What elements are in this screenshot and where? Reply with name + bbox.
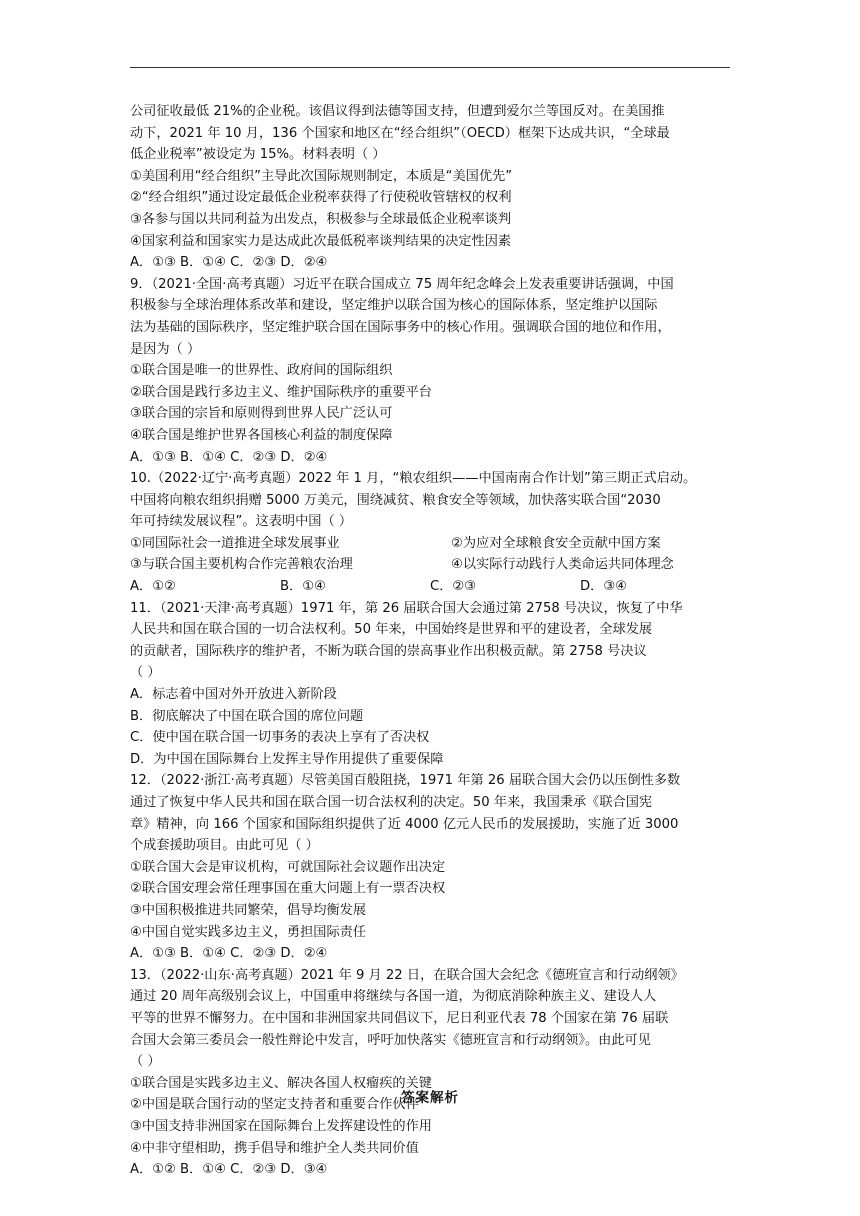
q12-stem: 12．（2022·浙江·高考真题）尽管美国百般阻挠，1971 年第 26 届联合国大会仍以压倒性多数	[130, 773, 681, 789]
q11-option-b: B．彻底解决了中国在联合国的席位问题	[130, 708, 364, 724]
q10-option-d: D．③④	[580, 579, 627, 595]
q13-statement: ④中非守望相助，携手倡导和维护全人类共同价值	[130, 1140, 419, 1156]
q12-statement: ①联合国大会是审议机构，可就国际社会议题作出决定	[130, 859, 446, 875]
q10-option-c: C．②③	[430, 579, 477, 595]
q11-option-c: C．使中国在联合国一切事务的表决上享有了否决权	[130, 730, 430, 746]
q9-statement: ①联合国是唯一的世界性、政府间的国际组织	[130, 363, 393, 379]
q10-stem: 10.（2022·辽宁·高考真题）2022 年 1 月，“粮农组织——中国南南合作计划”第三期正式启动。	[130, 471, 697, 487]
answer-heading: 答案解析	[401, 1090, 459, 1106]
q8-options: A．①③ B．①④ C．②③ D．②④	[130, 255, 328, 271]
q10-statement: ③与联合国主要机构合作完善粮农治理	[130, 557, 353, 573]
q11-stem: 人民共和国在联合国的一切合法权利。50 年来，中国始终是世界和平的建设者，全球发展	[130, 622, 653, 638]
q8-line: 公司征收最低 21%的企业税。该倡议得到法德等国支持，但遭到爱尔兰等国反对。在美国推	[130, 104, 665, 119]
q13-stem: 通过 20 周年高级别会议上，中国重申将继续与各国一道，为彻底消除种族主义、建设人人	[130, 989, 657, 1005]
q9-statement: ②联合国是践行多边主义、维护国际秩序的重要平台	[130, 384, 432, 400]
q8-statement: ④国家利益和国家实力是达成此次最低税率谈判结果的决定性因素	[130, 233, 512, 249]
q13-stem: 合国大会第三委员会一般性辩论中发言，呼吁加快落实《德班宣言和行动纲领》。由此可见	[130, 1032, 651, 1048]
q10-stem: 年可持续发展议程”。这表明中国（ ）	[130, 514, 353, 530]
q13-stem: （ ）	[130, 1054, 161, 1070]
q10-option-a: A．①②	[130, 579, 176, 595]
q12-statement: ④中国自觉实践多边主义，勇担国际责任	[130, 924, 367, 940]
q10-statement-row	[130, 533, 732, 555]
q12-options: A．①③ B．①④ C．②③ D．②④	[130, 946, 328, 962]
q8-statement: ②“经合组织”通过设定最低企业税率获得了行使税收管辖权的权利	[130, 190, 512, 206]
q11-stem: 11．（2021·天津·高考真题）1971 年，第 26 届联合国大会通过第 2758 号决议，恢复了中华	[130, 600, 683, 616]
q8-line: 低企业税率”被设定为 15%。材料表明（ ）	[130, 147, 386, 163]
q9-statement: ③联合国的宗旨和原则得到世界人民广泛认可	[130, 406, 393, 422]
q10-options	[130, 576, 732, 598]
q12-stem: 通过了恢复中华人民共和国在联合国一切合法权利的决定。50 年来，我国秉承《联合国宪	[130, 795, 653, 810]
q8-statement: ①美国利用“经合组织”主导此次国际规则制定，本质是“美国优先”	[130, 168, 513, 184]
q11-stem: 的贡献者，国际秩序的维护者，不断为联合国的崇高事业作出积极贡献。第 2758 号决议	[130, 643, 647, 659]
q8-statement: ③各参与国以共同利益为出发点，积极参与全球最低企业税率谈判	[130, 211, 512, 227]
q12-statement: ③中国积极推进共同繁荣，倡导均衡发展	[130, 902, 367, 918]
q12-stem: 个成套援助项目。由此可见（ ）	[130, 838, 319, 854]
q9-stem: 积极参与全球治理体系改革和建设，坚定维护以联合国为核心的国际体系，坚定维护以国际	[130, 298, 658, 314]
q13-stem: 平等的世界不懈努力。在中国和非洲国家共同倡议下，尼日利亚代表 78 个国家在第 76 届联	[130, 1010, 669, 1026]
q9-stem: 是因为（ ）	[130, 341, 201, 357]
q8-line: 动下，2021 年 10 月，136 个国家和地区在“经合组织”（OECD）框架下达成共识，“全球最	[130, 125, 670, 141]
q9-options: A．①③ B．①④ C．②③ D．②④	[130, 449, 328, 465]
q13-options: A．①② B．①④ C．②③ D．③④	[130, 1162, 328, 1178]
q13-stem: 13．（2022·山东·高考真题）2021 年 9 月 22 日，在联合国大会纪念《德班宣言和行动纲领》	[130, 967, 684, 983]
q10-stem: 中国将向粮农组织捐赠 5000 万美元，围绕减贫、粮食安全等领域，加快落实联合国“2030	[130, 492, 661, 508]
q9-statement: ④联合国是维护世界各国核心利益的制度保障	[130, 427, 393, 443]
header-rule	[130, 67, 730, 68]
q13-statement: ①联合国是实践多边主义、解决各国人权瘤疾的关键	[130, 1075, 432, 1091]
q10-option-b: B．①④	[280, 579, 326, 595]
q12-statement: ②联合国安理会常任理事国在重大问题上有一票否决权	[130, 881, 446, 897]
question-body	[130, 101, 732, 1181]
q13-statement: ②中国是联合国行动的坚定支持者和重要合作伙伴	[130, 1097, 419, 1113]
q10-statement: ④以实际行动践行人类命运共同体理念	[451, 557, 674, 573]
q13-statement: ③中国支持非洲国家在国际舞台上发挥建设性的作用	[130, 1118, 432, 1134]
q11-option-d: D．为中国在国际舞台上发挥主导作用提供了重要保障	[130, 751, 444, 767]
q12-stem: 章》精神，向 166 个国家和国际组织提供了近 4000 亿元人民币的发展援助，实施了近 3000	[130, 816, 679, 832]
q9-stem: 法为基础的国际秩序，坚定维护联合国在国际事务中的核心作用。强调联合国的地位和作用，	[130, 319, 671, 335]
q9-stem: 9．（2021·全国·高考真题）习近平在联合国成立 75 周年纪念峰会上发表重要讲话强调，中国	[130, 276, 674, 292]
q10-statement: ①同国际社会一道推进全球发展事业	[130, 535, 340, 551]
q10-statement: ②为应对全球粮食安全贡献中国方案	[451, 535, 661, 551]
q11-option-a: A．标志着中国对外开放进入新阶段	[130, 687, 337, 703]
q10-statement-row	[130, 554, 732, 576]
q11-stem: （ ）	[130, 665, 161, 681]
